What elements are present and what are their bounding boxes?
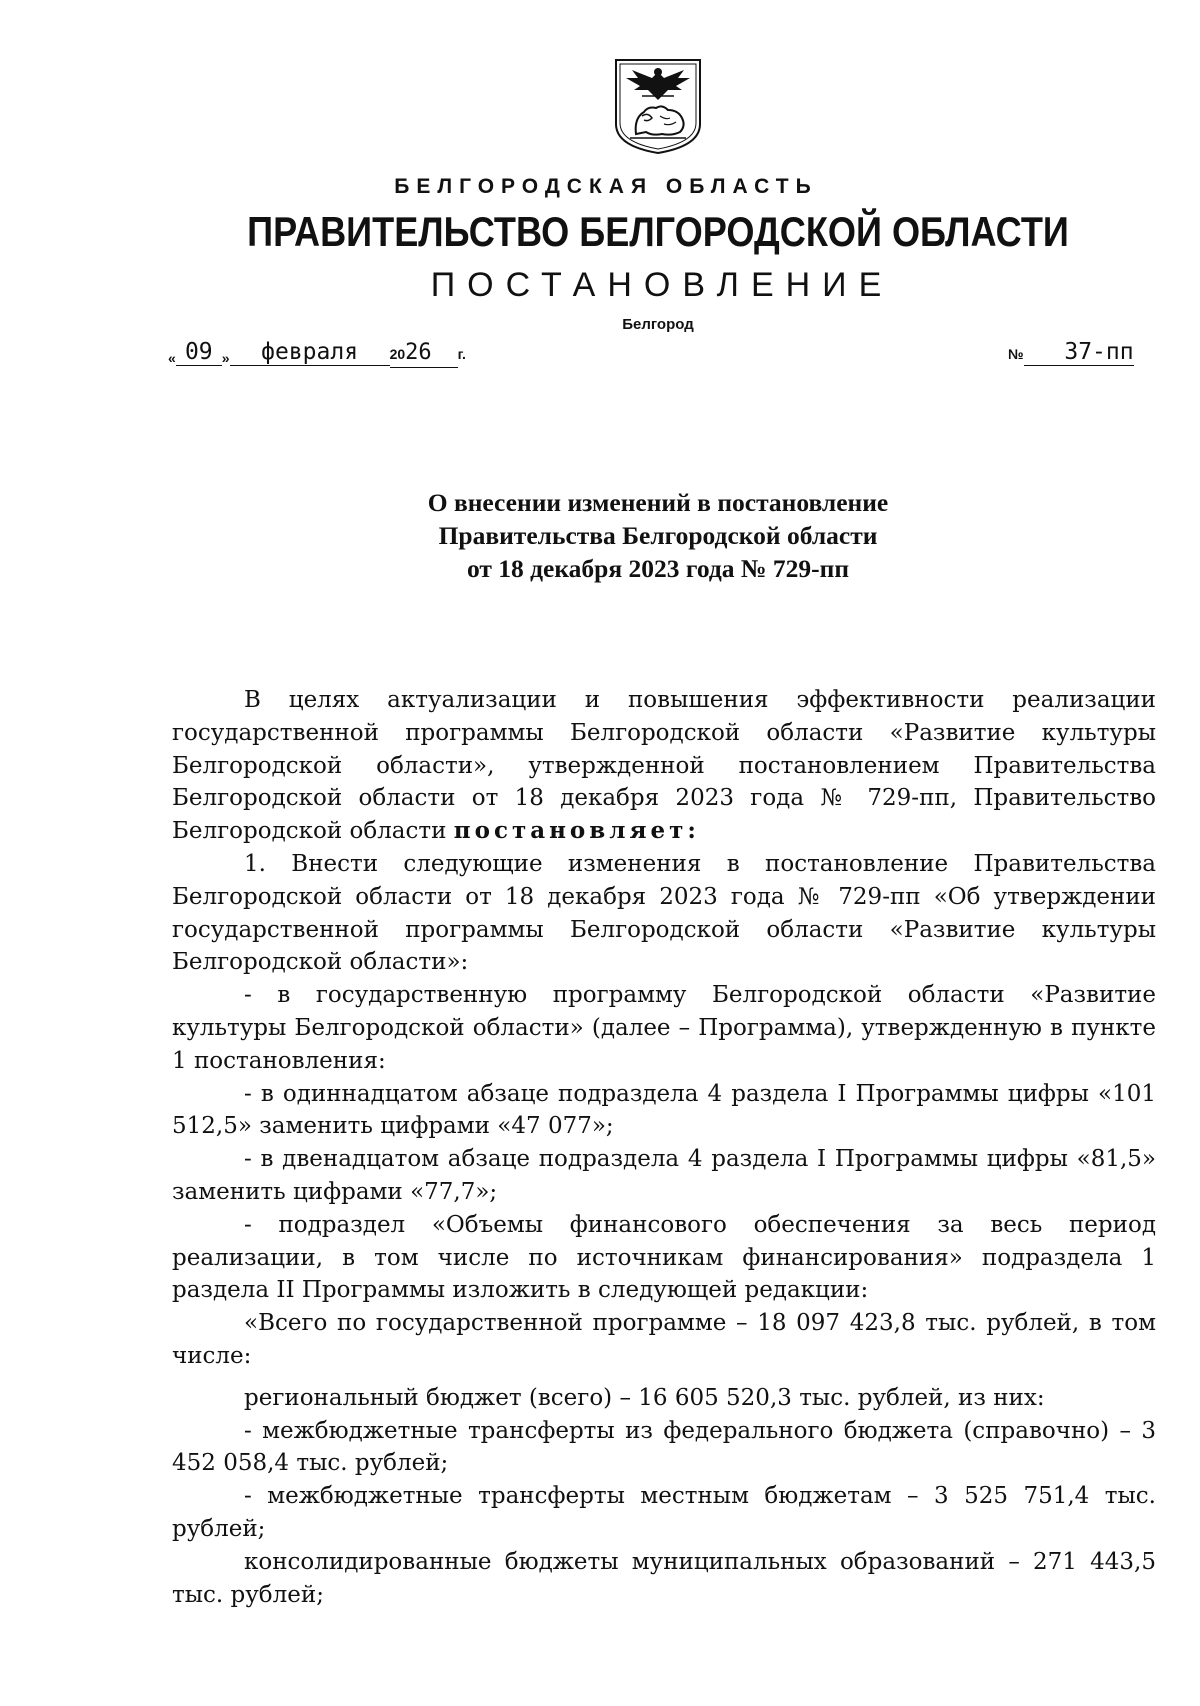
document-title: [0, 486, 1200, 585]
body-paragraph: «Всего по государственной программе – 18 097 423,8 тыс. рублей, в том числе:: [172, 1310, 1156, 1369]
title-line-2: Правительства Белгородской области: [438, 521, 878, 550]
date-month: февраля: [230, 339, 390, 366]
date-day: 09: [176, 339, 222, 366]
document-type: ПОСТАНОВЛЕНИЕ: [430, 266, 894, 304]
date-year-mark: г.: [457, 346, 466, 362]
body-paragraph: - подраздел «Объемы финансового обеспечения за весь период реализации, в том числе по источникам финансирования» подраздела 1 раздела II Программы изложить в следующей редакции:: [172, 1211, 1156, 1304]
body-paragraph: - в двенадцатом абзаце подраздела 4 раздела I Программы цифры «81,5» заменить цифрами «77,7»;: [172, 1146, 1156, 1205]
preamble-paragraph: [172, 684, 1156, 848]
title-line-1: О внесении изменений в постановление: [427, 488, 889, 517]
title-line-3: от 18 декабря 2023 года № 729-пп: [466, 554, 850, 583]
date-year-prefix: 20: [389, 346, 406, 362]
coat-of-arms-emblem: [612, 56, 704, 156]
government-name: ПРАВИТЕЛЬСТВО БЕЛГОРОДСКОЙ ОБЛАСТИ: [247, 208, 1069, 255]
body-paragraph: - в государственную программу Белгородской области «Развитие культуры Белгородской области» (далее – Программа), утвержденную в пункте 1 постановления:: [172, 982, 1156, 1074]
document-body: [172, 684, 1156, 1611]
body-paragraph: - межбюджетные трансферты местным бюджетам – 3 525 751,4 тыс. рублей;: [172, 1483, 1156, 1542]
body-paragraph: - в одиннадцатом абзаце подраздела 4 раздела I Программы цифры «101 512,5» заменить цифрами «47 077»;: [172, 1080, 1156, 1140]
date-close-quote: »: [221, 350, 230, 366]
body-paragraph: консолидированные бюджеты муниципальных образований – 271 443,5 тыс. рублей;: [172, 1548, 1156, 1608]
document-date: [168, 339, 466, 368]
city-name: Белгород: [622, 316, 694, 333]
preamble-text: В целях актуализации и повышения эффективности реализации государственной программы Белгородской области «Развитие культуры Белгородской области», утвержденной постановлением Правительства Белгородской области от 18 декабря 2023 года № 729-пп, Правительство Белгородской области: [172, 687, 1156, 845]
number-label: №: [1008, 346, 1024, 362]
document-number: [1008, 339, 1134, 366]
region-name: БЕЛГОРОДСКАЯ ОБЛАСТЬ: [394, 175, 818, 198]
date-year-suffix: 26: [405, 340, 432, 365]
decree-word: постановляет:: [453, 817, 700, 845]
date-open-quote: «: [168, 350, 176, 366]
body-paragraph: - межбюджетные трансферты из федерального бюджета (справочно) – 3 452 058,4 тыс. рублей;: [172, 1417, 1156, 1477]
body-paragraph: региональный бюджет (всего) – 16 605 520,3 тыс. рублей, из них:: [244, 1384, 1045, 1411]
body-paragraph: 1. Внести следующие изменения в постановление Правительства Белгородской области от 18 декабря 2023 года № 729-пп «Об утверждении государственной программы Белгородской области «Развитие культуры Белгородской области»:: [172, 850, 1156, 976]
number-value: 37-пп: [1024, 339, 1134, 366]
